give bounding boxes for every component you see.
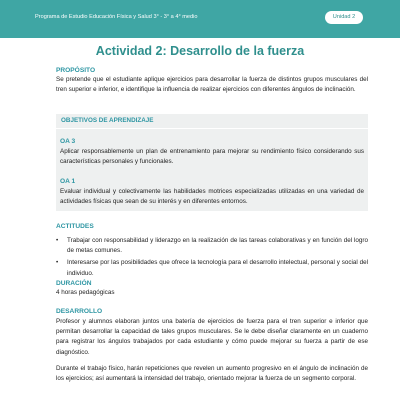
- duracion-text: 4 horas pedagógicas: [56, 289, 115, 296]
- program-title: Programa de Estudio Educación Física y Salud 3° - 3° a 4° medio: [35, 14, 198, 20]
- oa-text: Evaluar individual y colectivamente las habilidades motrices especializadas utilizadas en una variedad de actividades físicas que sean de su interés y en diferentes entornos.: [60, 188, 364, 206]
- proposito-text: Se pretende que el estudiante aplique ejercicios para desarrollar la fuerza de distintos grupos musculares del tren superior e inferior, e identifique la influencia de realizar ejercicios con diferentes ángulos de inclinación.: [56, 76, 368, 94]
- page-header-bar: [0, 0, 400, 38]
- desarrollo-paragraph: Profesor y alumnos elaboran juntos una batería de ejercicios de fuerza para el tren superior e inferior que permitan desarrollar la capacidad de tales grupos musculares. Se le debe diseñar claramente en un cuaderno para registrar los ángulos trabajados por cada estudiante y cómo puede mejorar su fuerza a partir de ese diagnóstico.: [56, 318, 368, 356]
- objetivos-box: [56, 114, 368, 211]
- oa-code: OA 1: [60, 178, 76, 185]
- proposito-heading: PROPÓSITO: [56, 67, 96, 74]
- bullet-icon: •: [56, 259, 59, 267]
- list-item: [56, 258, 368, 278]
- unit-badge: Unidad 2: [325, 11, 363, 24]
- desarrollo-paragraph: Durante el trabajo físico, harán repeticiones que revelen un aumento progresivo en el ángulo de inclinación de los ejercicios; así aumentará la intensidad del trabajo, orientado mejorar la fuerza de un segmento corporal.: [56, 365, 368, 383]
- actitudes-heading: ACTITUDES: [56, 223, 94, 230]
- activity-title: Actividad 2: Desarrollo de la fuerza: [95, 44, 305, 58]
- list-item: [56, 236, 368, 256]
- objetivos-divider: [56, 128, 368, 129]
- list-item-text: Interesarse por las posibilidades que ofrece la tecnología para el desarrollo intelectual, personal y social del individuo.: [67, 259, 368, 277]
- desarrollo-heading: DESARROLLO: [56, 308, 103, 315]
- oa-text: Aplicar responsablemente un plan de entrenamiento para mejorar su rendimiento físico considerando sus características personales y funcionales.: [60, 148, 364, 166]
- list-item-text: Trabajar con responsabilidad y liderazgo en la realización de las tareas colaborativas y en función del logro de metas comunes.: [67, 237, 368, 255]
- oa-code: OA 3: [60, 138, 76, 145]
- duracion-heading: DURACIÓN: [56, 280, 92, 287]
- objetivos-heading: OBJETIVOS DE APRENDIZAJE: [61, 117, 154, 124]
- actitudes-list: [56, 236, 368, 281]
- bullet-icon: •: [56, 237, 59, 244]
